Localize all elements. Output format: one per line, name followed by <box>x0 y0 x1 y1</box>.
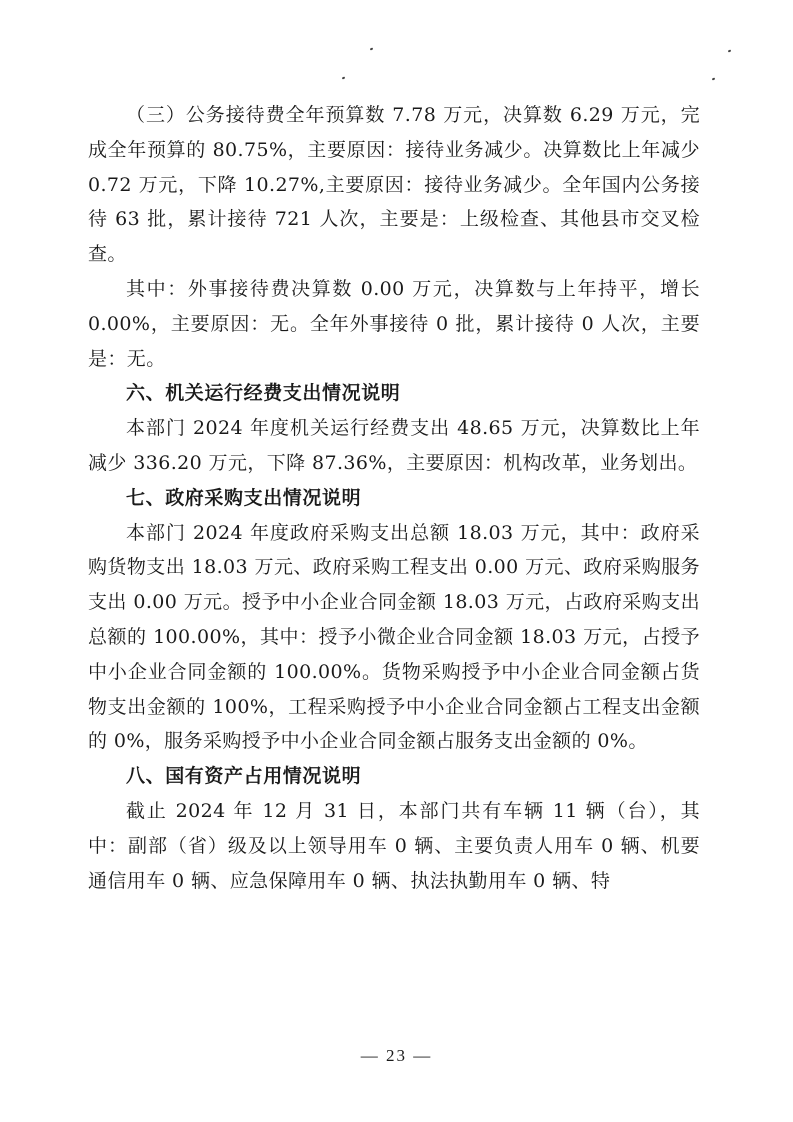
section-heading-state-assets: 八、国有资产占用情况说明 <box>126 765 362 788</box>
section-heading-procurement: 七、政府采购支出情况说明 <box>126 486 362 509</box>
paragraph-foreign-reception: 其中：外事接待费决算数 0.00 万元，决算数与上年持平，增长 0.00%，主要原因：无。全年外事接待 0 批，累计接待 0 人次，主要是：无。 <box>88 277 700 370</box>
scan-speck <box>712 78 716 81</box>
scan-speck <box>728 50 732 53</box>
paragraph-operating-expenses: 本部门 2024 年度机关运行经费支出 48.65 万元，决算数比上年减少 336.20 万元，下降 87.36%，主要原因：机构改革，业务划出。 <box>88 417 700 474</box>
paragraph-procurement: 本部门 2024 年度政府采购支出总额 18.03 万元，其中：政府采购货物支出 18.03 万元、政府采购工程支出 0.00 万元、政府采购服务支出 0.00 万元。授予中小企业合同金额 18.03 万元，占政府采购支出总额的 100.00%，其中：授予小微企业合同金额 18.03 万元，占授予中小企业合同金额的 100.00%。货物采购授予中小企业合同金额占货物支出金额的 100%，工程采购授予中小企业合同金额占工程支出金额的 0%，服务采购授予中小企业合同金额占服务支出金额的 0%。 <box>88 521 700 753</box>
page-number: — 23 — <box>360 1046 433 1065</box>
document-body <box>88 98 700 898</box>
scan-speck <box>370 48 374 51</box>
scan-speck <box>342 77 346 80</box>
paragraph-state-assets: 截止 2024 年 12 月 31 日，本部门共有车辆 11 辆（台），其中：副部（省）级及以上领导用车 0 辆、主要负责人用车 0 辆、机要通信用车 0 辆、应急保障用车 0 辆、执法执勤用车 0 辆、特 <box>88 799 700 892</box>
paragraph-reception-expenses: （三）公务接待费全年预算数 7.78 万元，决算数 6.29 万元，完成全年预算的 80.75%，主要原因：接待业务减少。决算数比上年减少 0.72 万元，下降 10.27%,主要原因：接待业务减少。全年国内公务接待 63 批，累计接待 721 人次，主要是：上级检查、其他县市交叉检查。 <box>88 104 700 266</box>
section-heading-operating-expenses: 六、机关运行经费支出情况说明 <box>126 382 401 405</box>
